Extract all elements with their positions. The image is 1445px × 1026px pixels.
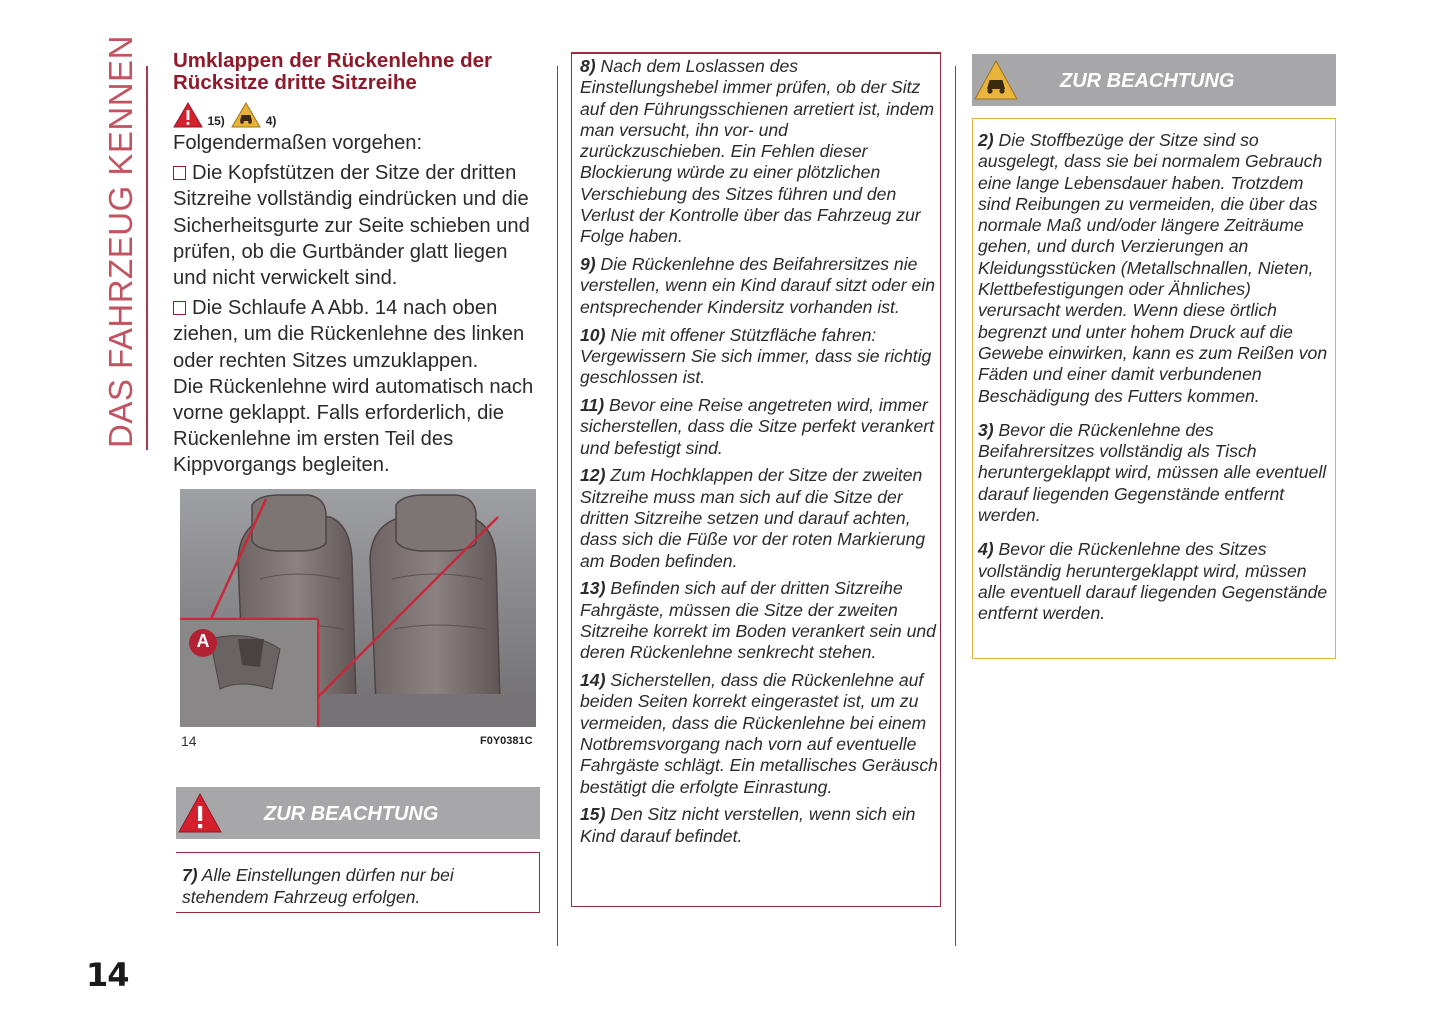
warning-ref-number: 15): [207, 114, 225, 128]
warning-note-9: 9) Die Rückenlehne des Beifahrersitzes nie verstellen, wenn ein Kind darauf sitzt oder ein entsprechender Kindersitz vorhanden ist.: [580, 254, 936, 317]
warning-note-8: 8) Nach dem Loslassen des Einstellungshebel immer prüfen, ob der Sitz auf den Führungsschienen arretiert ist, indem man versucht, ihn vor- und zurückzuschieben. Ein Fehlen dieser Blockierung würde zu einer plötzlichen Verschiebung des Sitzes führen und den Verlust der Kontrolle über das Fahrzeug zur Folge haben.: [580, 56, 935, 247]
figure-code: F0Y0381C: [480, 735, 533, 747]
column-divider: [955, 66, 956, 946]
warning-note-10: 10) Nie mit offener Stützfläche fahren: Vergewissern Sie sich immer, dass sie richtig geschlossen ist.: [580, 324, 932, 388]
figure-number: 14: [181, 733, 197, 749]
caution-header-right: ZUR BEACHTUNG: [972, 54, 1336, 106]
warning-header-left: ZUR BEACHTUNG: [176, 787, 540, 839]
warning-note-12: 12) Zum Hochklappen der Sitze der zweiten Sitzreihe muss man sich auf die Sitze der dritten Sitzreihe setzen und darauf achten, dass sich die Füße vor der roten Markierung am Boden befinden.: [580, 465, 926, 571]
bullet-box-icon: [173, 301, 186, 315]
seat-illustration: [180, 489, 536, 727]
step-2-note: Die Rückenlehne wird automatisch nach vorne geklappt. Falls erforderlich, die Rückenlehne im ersten Teil des Kippvorgangs begleiten.: [173, 375, 534, 477]
caution-notes-list: [978, 130, 1328, 638]
warning-triangle-icon: [173, 102, 203, 128]
warning-triangle-icon: [178, 793, 222, 833]
warning-note-box: [176, 852, 540, 913]
step-2: Die Schlaufe A Abb. 14 nach oben ziehen, um die Rückenlehne des linken oder rechten Sitzes umzuklappen.: [173, 297, 525, 372]
section-heading: Umklappen der Rückenlehne der Rücksitze dritte Sitzreihe: [173, 49, 492, 94]
page-number: 14: [86, 956, 129, 994]
intro-paragraph: Folgendermaßen vorgehen:: [173, 132, 423, 154]
caution-note-2: 2) Die Stoffbezüge der Sitze sind so ausgelegt, dass sie bei normalem Gebrauch eine lange Lebensdauer haben. Trotzdem sind Reibungen zu vermeiden, die über das normale Maß und/oder längere Zeiträume gehen, und durch Verzierungen an Kleidungsstücken (Metallschnallen, Nieten, Klettbefestigungen oder Ähnliches) verursacht werden. Wenn diese örtlich begrenzt und unter hohem Druck auf die Gewebe einwirken, kann es zum Reißen von Fäden und einer damit verbundenen Beschädigung des Futters kommen.: [978, 130, 1328, 406]
warning-references: [173, 102, 276, 132]
warning-note-15: 15) Den Sitz nicht verstellen, wenn sich ein Kind darauf befindet.: [580, 804, 916, 846]
step-1: Die Kopfstützen der Sitze der dritten Sitzreihe vollständig eindrücken und die Sicherheitsgurte zur Seite schieben und prüfen, ob die Gurtbänder glatt liegen und nicht verwickelt sind.: [173, 162, 530, 290]
side-section-title: DAS FAHRZEUG KENNEN: [102, 35, 139, 448]
warning-note-13: 13) Befinden sich auf der dritten Sitzreihe Fahrgäste, müssen die Sitze der zweiten Sitzreihe korrekt im Boden verankert sein und deren Rückenlehne senkrecht stehen.: [580, 578, 936, 663]
warning-note-14: 14) Sicherstellen, dass die Rückenlehne auf beiden Seiten korrekt eingerastet ist, um zu vermeiden, dass die Rückenlehne bei einem Notbremsvorgang nach vorn auf eventuelle Fahrgäste schlägt. Ein metallisches Geräusch bestätigt die erfolgte Einrastung.: [580, 670, 938, 797]
car-caution-icon: [974, 60, 1018, 100]
callout-label: A: [196, 631, 210, 651]
bullet-box-icon: [173, 166, 186, 180]
warning-note: 7) Alle Einstellungen dürfen nur bei stehendem Fahrzeug erfolgen.: [182, 865, 454, 907]
caution-note-3: 3) Bevor die Rückenlehne des Beifahrersitzes vollständig als Tisch heruntergeklappt wird, müssen alle eventuell darauf liegenden Gegenstände entfernt werden.: [978, 419, 1327, 526]
column-divider: [557, 66, 558, 946]
warning-note-11: 11) Bevor eine Reise angetreten wird, immer sicherstellen, dass die Sitze perfekt verankert und befestigt sind.: [580, 394, 934, 458]
caution-note-4: 4) Bevor die Rückenlehne des Sitzes vollständig heruntergeklappt wird, müssen alle eventuell darauf liegenden Gegenstände entfernt werden.: [978, 539, 1328, 624]
instructions-body: [173, 130, 543, 483]
side-divider: [146, 66, 148, 450]
caution-ref-number: 4): [265, 114, 277, 128]
warning-notes-list: [580, 56, 938, 853]
car-caution-icon: [231, 102, 261, 128]
